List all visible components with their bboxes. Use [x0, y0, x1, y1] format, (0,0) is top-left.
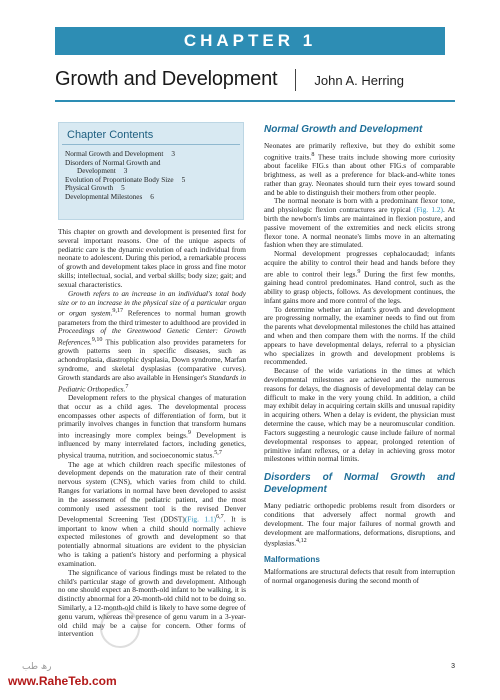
disorders-paragraph: Many pediatric orthopedic problems result from disorders or conditions that adversely affect normal growth and development. The four major failures of normal growth and development are malformations, deformations, disruptions, and dysplasias.$^{4,12}$	[264, 501, 455, 548]
section-heading-normal-growth: Normal Growth and Development	[264, 124, 423, 135]
fig-1-2-link[interactable]: (Fig. 1.2)	[414, 205, 443, 215]
fig-1-1-link[interactable]: (Fig. 1.1)	[184, 514, 217, 524]
section-heading-disorders: Disorders of Normal Growth and Development	[264, 472, 455, 496]
toc-item[interactable]: Development 3	[77, 167, 128, 176]
intro-paragraph: This chapter on growth and development is presented first for several important reasons. One of the unique aspects of pediatric care is the dynamic evolution of each individual from neonate to adolescent. During this period, a remarkable process of growth and development takes place in gross and fine motor skills; intellectual, social, and verbal skills; body size; gait; and sexual characteristics.	[58, 227, 246, 289]
toc-item[interactable]: Normal Growth and Development 3	[65, 150, 175, 158]
title-row	[55, 68, 455, 91]
watermark	[2, 662, 117, 690]
contents-heading: Chapter Contents	[62, 123, 240, 145]
subheading-malformations: Malformations	[264, 554, 320, 564]
toc-item[interactable]: Physical Growth 5	[65, 184, 125, 193]
page-number: 3	[451, 663, 455, 670]
assessment-paragraph: To determine whether an infant's growth and development are progressing normally, the examiner needs to find out from the parents what developmental milestones the child has attained and when and then compare them with the norms. If the child appears to have developmental delays, referral to a physician who specializes in growth and development problems is recommended.	[264, 304, 455, 367]
chapter-contents-box	[58, 122, 244, 220]
chapter-label: CHAPTER 1	[183, 31, 317, 50]
watermark-logo	[100, 608, 140, 648]
contents-list	[59, 145, 243, 202]
toc-item[interactable]: Disorders of Normal Growth and	[65, 158, 161, 167]
author-name: John A. Herring	[314, 73, 404, 88]
milestones-paragraph: The age at which children reach specific milestones of development depends on the maturation rate of their central nervous system (CNS), which varies from child to child. Ranges for variations in normal have been developed to assist in the assessment of the pediatric patient, and the most commonly used assessment tool is the revised Denver Developmental Screening Test (DDST)(Fig. 1.1)$^{6,7}$. It is important to know when a child should normally achieve expected milestones of growth and development so that potentially abnormal situations are evident to the physician who is taking a patient's history and performing a physical examination.	[58, 459, 246, 568]
cephalocaudad-paragraph: Normal development progresses cephalocaudad; infants acquire the ability to control their head and hands before they are able to control their legs.$^9$ During the first few months, gaining head control predominates. Hand control, such as the ability to grasp objects, follows. As development continues, the infant gains more and more control of the legs.	[264, 249, 455, 305]
neonates-paragraph: Neonates are primarily reflexive, but they do exhibit some cognitive traits.$^8$ These traits include showing more curiosity about facelike FIG.s than about other FIG.s of comparable brightness, as well as a preference for black-and-white tones rather than gray. Neonates should turn their eyes toward sound and be able to distinguish their mothers from other people.	[264, 141, 455, 197]
toc-item[interactable]: Developmental Milestones 6	[65, 192, 154, 201]
flexor-paragraph: The normal neonate is born with a predominant flexor tone, and physiologic flexion contractures are typical (Fig. 1.2). At birth the newborn's limbs are maintained in flexion posture, and passive movement of the extremities and neck elicits strong flexor tone. A normal neonate's limbs move in an alternating fashion when they are stimulated.	[264, 196, 455, 250]
growth-paragraph: Growth refers to an increase in an individual's total body size or to an increase in the physical size of a particular organ or organ system.$^{9,17}$ References to normal human growth parameters from the third trimester to adulthood are provided in Proceedings of the Greenwood Genetic Center: Growth References.$^{9,10}$ This publication also provides parameters for growth patterns seen in specific diseases, such as achondroplasia, diastrophic dysplasia, Down syndrome, Marfan syndrome, and skeletal dysplasias (comparative curves). Growth standards are also available in Hensinger's Standards in Pediatric Orthopedics.$^7$	[58, 288, 246, 394]
watermark-text[interactable]: www.RaheTeb.com	[8, 674, 117, 688]
chapter-label-bar	[55, 27, 445, 55]
title-divider	[295, 69, 296, 91]
significance-paragraph: The significance of various findings must be related to the child's particular stage of growth and development. Although no one should expect an 8-month-old infant to be walking, it is distinctly abnormal for a 20-month-old child not to be doing so. Similarly, a 12-month-old child is likely to have some degree of genu varum, whereas the presence of genu varum in a 3-year-old child may be a cause for concern. Other forms of intervention	[58, 567, 246, 639]
delay-paragraph: Because of the wide variations in the times at which developmental milestones are achieved and the numerous reasons for delays, the diagnosis of developmental delay can be difficult to make in the very young child. In addition, a child may exhibit delay in acquiring certain skills and unusual rapidity in acquiring others. When a delay is evident, the physician must determine the cause, which may be a neuromuscular condition. Factors suggesting a neurologic cause include failure of normal developmental responses to appear, prolonged retention of primitive infant reflexes, or a delay in achieving gross motor milestones within normal limits.	[264, 366, 455, 464]
chapter-title: Growth and Development	[55, 68, 278, 90]
watermark-arabic: رھ طب	[22, 662, 52, 672]
toc-item[interactable]: Evolution of Proportionate Body Size 5	[65, 175, 186, 184]
left-column	[58, 228, 246, 639]
right-column	[264, 124, 455, 586]
title-rule	[55, 100, 455, 102]
development-paragraph: Development refers to the physical changes of maturation that occur as a child ages. The developmental process encompasses other aspects of differentiation of form, but it primarily involves changes in function that transform humans into increasingly more complex beings.$^9$ Development is influenced by many interrelated factors, including genetics, physical trauma, nutrition, and socioeconomic status.$^{5,7}$	[58, 392, 247, 460]
malformations-paragraph: Malformations are structural defects that result from interruption of normal organogenesis during the second month of	[264, 567, 455, 586]
